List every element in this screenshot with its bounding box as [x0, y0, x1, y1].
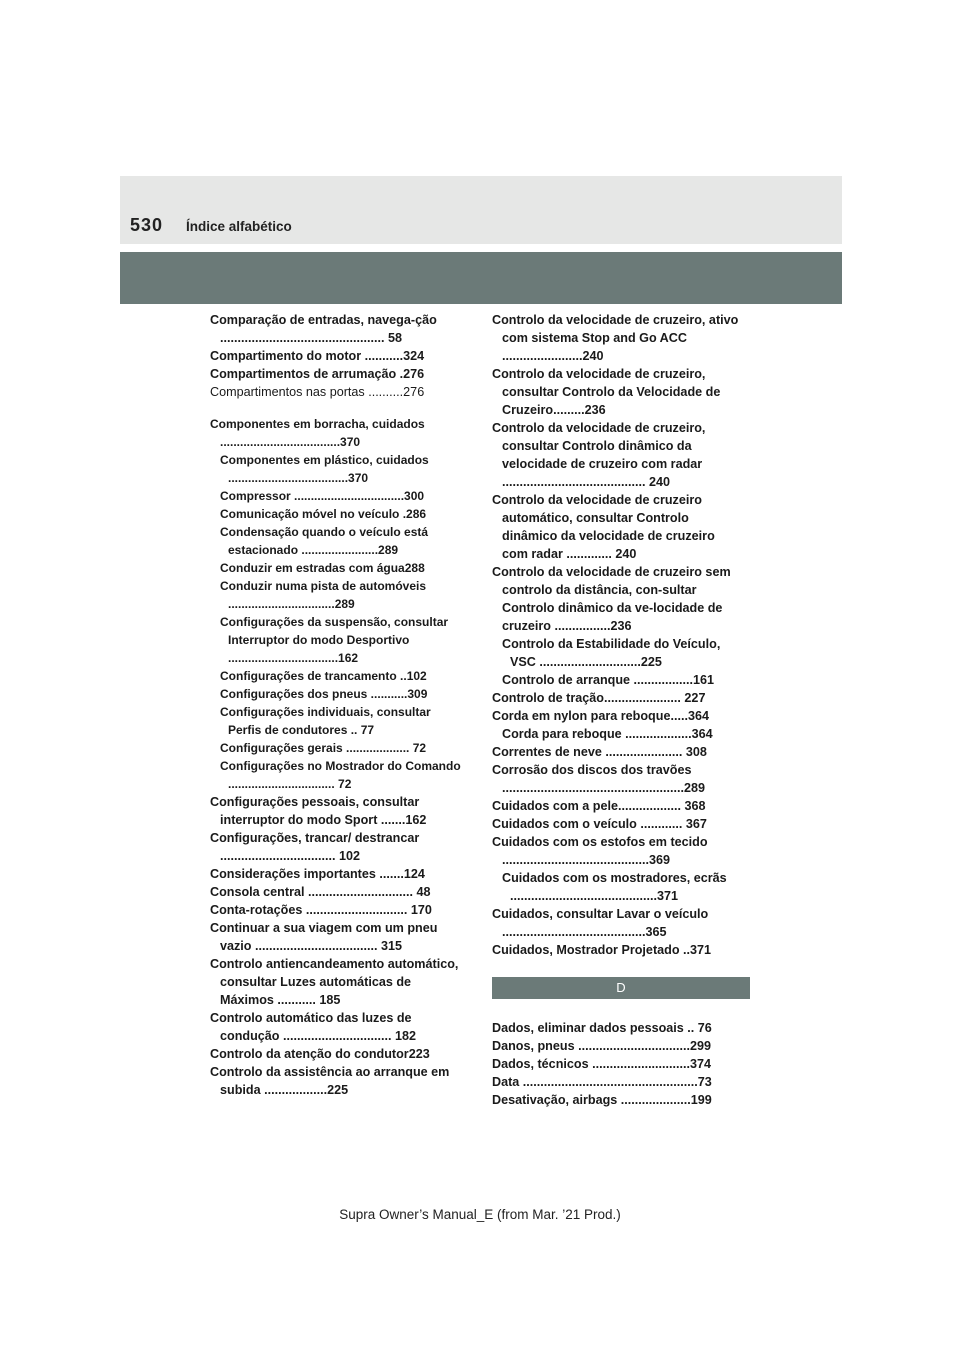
- index-entry: Conta-rotações ............................. 170: [210, 903, 432, 917]
- index-column-left: [210, 311, 462, 1099]
- index-entry: Controlo da velocidade de cruzeiro, consultar Controlo da Velocidade de Cruzeiro.........236: [492, 367, 721, 417]
- index-entry: Cuidados com o veículo ............ 367: [492, 817, 707, 831]
- index-entry: Controlo da velocidade de cruzeiro sem controlo da distância, con-sultar Controlo dinâmico da ve-locidade de cruzeiro ................236: [492, 565, 731, 633]
- index-entry: Controlo da assistência ao arranque em subida ..................225: [210, 1065, 450, 1097]
- index-entry: Conduzir numa pista de automóveis ................................289: [220, 579, 427, 611]
- index-entry: Configurações gerais ................... 72: [220, 741, 427, 755]
- index-entry: Corda para reboque ...................364: [502, 727, 713, 741]
- footer-manual-id: Supra Owner’s Manual_E (from Mar. ’21 Prod.): [339, 1207, 621, 1222]
- index-entry: Controlo de tração...................... 227: [492, 691, 706, 705]
- index-entry: Configurações pessoais, consultar interruptor do modo Sport .......162: [210, 795, 427, 827]
- section-title: Índice alfabético: [186, 219, 292, 234]
- index-entry: Conduzir em estradas com água288: [220, 561, 425, 575]
- index-entry: Configurações de trancamento ..102: [220, 669, 427, 683]
- index-gap: [210, 401, 462, 415]
- index-entry: Controlo da velocidade de cruzeiro, ativo com sistema Stop and Go ACC .......................240: [492, 313, 739, 363]
- index-entry: Desativação, airbags ....................199: [492, 1093, 712, 1107]
- index-entry: Cuidados com os mostradores, ecrãs ..........................................371: [502, 871, 727, 903]
- index-entry: Compartimentos nas portas ..........276: [210, 385, 425, 399]
- index-entry: Controlo da velocidade de cruzeiro automático, consultar Controlo dinâmico da velocidade de cruzeiro com radar ............. 240: [492, 493, 715, 561]
- index-entry: Componentes em borracha, cuidados ....................................370: [210, 417, 425, 449]
- index-entry: Configurações, trancar/ destrancar ................................. 102: [210, 831, 420, 863]
- page-number: 530: [130, 215, 164, 235]
- index-entry: Controlo da atenção do condutor223: [210, 1047, 430, 1061]
- index-entry: Configurações no Mostrador do Comando ................................ 72: [220, 759, 461, 791]
- index-entry: Configurações individuais, consultar Perfis de condutores .. 77: [220, 705, 431, 737]
- index-entry: Cuidados com a pele.................. 368: [492, 799, 706, 813]
- index-entry: Dados, técnicos ............................374: [492, 1057, 712, 1071]
- index-entry: Configurações da suspensão, consultar Interruptor do modo Desportivo .................................162: [220, 615, 449, 665]
- index-entry: Corda em nylon para reboque.....364: [492, 709, 709, 723]
- title-bar: [120, 252, 842, 304]
- index-entry: Controlo automático das luzes de condução ............................... 182: [210, 1011, 416, 1043]
- index-entry: Compressor .................................300: [220, 489, 425, 503]
- index-entry: Corrosão dos discos dos travões ....................................................289: [492, 763, 705, 795]
- index-entry: Cuidados com os estofos em tecido ..........................................369: [492, 835, 708, 867]
- index-entry: Danos, pneus ................................299: [492, 1039, 712, 1053]
- index-entry: Componentes em plástico, cuidados ....................................370: [220, 453, 429, 485]
- index-column-right: [492, 311, 744, 1109]
- index-entry: Comunicação móvel no veículo .286: [220, 507, 427, 521]
- index-letter-heading: D: [492, 977, 750, 999]
- index-entry: Controlo de arranque .................161: [502, 673, 715, 687]
- index-entry: Controlo da velocidade de cruzeiro, consultar Controlo dinâmico da velocidade de cruzeiro com radar ......................................... 240: [492, 421, 706, 489]
- index-entry: Controlo antiencandeamento automático, consultar Luzes automáticas de Máximos ........... 185: [210, 957, 459, 1007]
- index-entry: Configurações dos pneus ...........309: [220, 687, 428, 701]
- index-entry: Consola central .............................. 48: [210, 885, 431, 899]
- index-entry: Correntes de neve ...................... 308: [492, 745, 707, 759]
- index-entry: Dados, eliminar dados pessoais .. 76: [492, 1021, 712, 1035]
- index-entry: Data ..................................................73: [492, 1075, 712, 1089]
- index-entry: Continuar a sua viagem com um pneu vazio ................................... 315: [210, 921, 438, 953]
- index-entry: Cuidados, Mostrador Projetado ..371: [492, 943, 712, 957]
- index-entry: Condensação quando o veículo está estacionado .......................289: [220, 525, 429, 557]
- index-entry: Comparação de entradas, navega-ção ............................................... 58: [210, 313, 437, 345]
- index-entry: Compartimentos de arrumação .276: [210, 367, 425, 381]
- index-entry: Considerações importantes .......124: [210, 867, 425, 881]
- index-entry: Controlo da Estabilidade do Veículo, VSC .............................225: [502, 637, 721, 669]
- index-entry: Compartimento do motor ...........324: [210, 349, 425, 363]
- index-entry: Cuidados, consultar Lavar o veículo .........................................365: [492, 907, 709, 939]
